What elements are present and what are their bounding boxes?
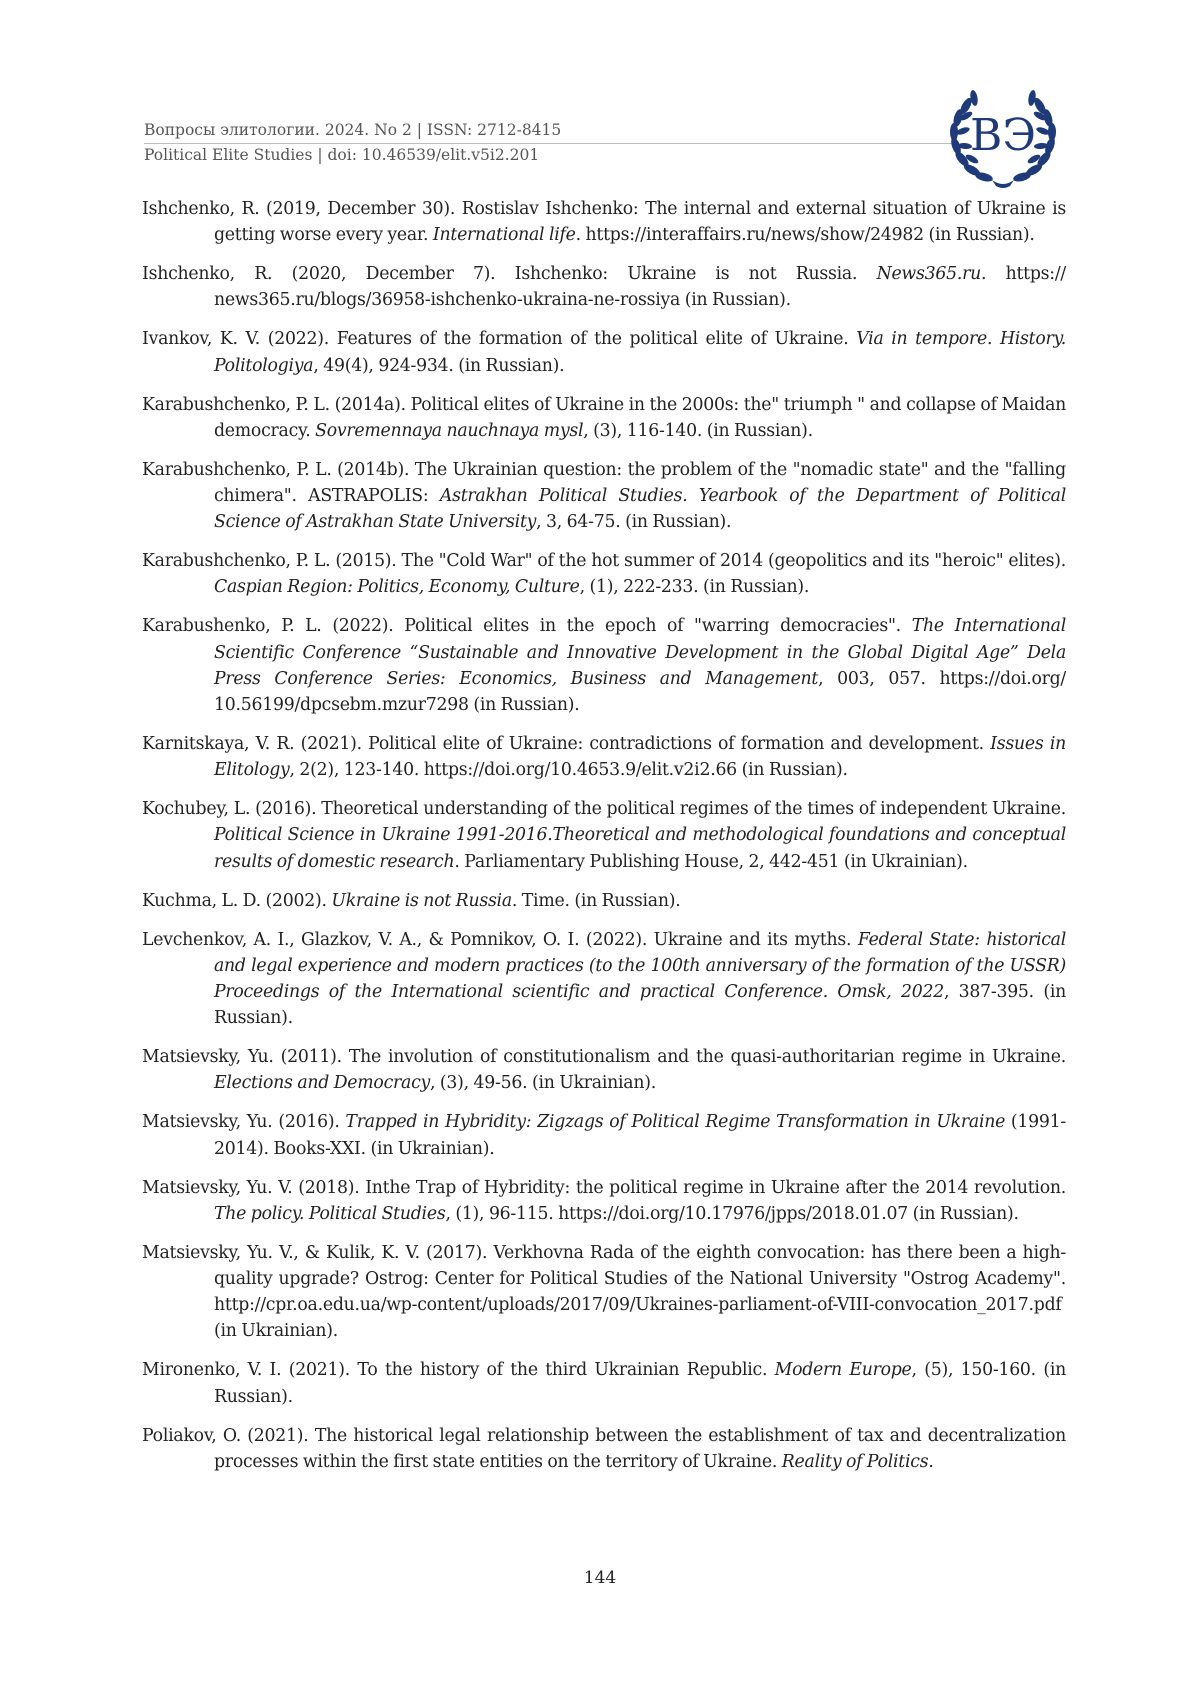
reference-source-title: Astrakhan Political Studies. Yearbook of the Department of Political Science of Astrakhan State University	[214, 486, 1066, 533]
reference-source-title: The policy. Political Studies	[214, 1203, 446, 1224]
reference-entry	[142, 1044, 1066, 1096]
reference-entry	[142, 1109, 1066, 1161]
reference-text: Karabushchenko, P. L. (2014a). Political elites of Ukraine in the 2000s: the" triumph " and collapse of Maidan democracy.	[142, 394, 1066, 441]
reference-details: , 49(4), 924-934. (in Russian).	[313, 355, 565, 376]
reference-entry	[142, 1240, 1066, 1345]
reference-source-title: Political Science in Ukraine 1991-2016.Theoretical and methodological foundations and conceptual results of domestic research	[214, 825, 1066, 872]
reference-source-title: News365.ru	[876, 264, 981, 285]
reference-entry	[142, 261, 1066, 313]
reference-details: , 003, 057. https://doi.org/ 10.56199/dpcsebm.mzur7298 (in Russian).	[214, 668, 1066, 716]
reference-text: Matsievsky, Yu. (2011). The involution of constitutionalism and the quasi-authoritarian regime in Ukraine.	[142, 1047, 1066, 1068]
reference-text: Ishchenko, R. (2019, December 30). Rostislav Ishchenko: The internal and external situation of Ukraine is getting worse every year.	[142, 199, 1066, 246]
reference-text: Karabushenko, P. L. (2022). Political elites in the epoch of "warring democracies".	[142, 616, 912, 637]
journal-logo	[944, 76, 1062, 194]
reference-text: Ishchenko, R. (2020, December 7). Ishchenko: Ukraine is not Russia.	[142, 264, 877, 285]
reference-source-title: Federal State: historical and legal experience and modern practices (to the 100th anniversary of the formation of the USSR) Proceedings of the International scientific and practical Conference. Omsk, 2022	[214, 929, 1066, 1003]
reference-source-title: Modern Europe	[774, 1360, 912, 1381]
reference-source-title: Ukraine is not Russia	[331, 890, 512, 911]
reference-text: Karnitskaya, V. R. (2021). Political elite of Ukraine: contradictions of formation and development.	[142, 734, 991, 755]
reference-details: , 2(2), 123-140. https://doi.org/10.4653.9/elit.v2i2.66 (in Russian).	[289, 760, 848, 781]
reference-text: Kochubey, L. (2016). Theoretical understanding of the political regimes of the times of independent Ukraine.	[142, 799, 1066, 820]
reference-source-title: Issues in Elitology	[214, 734, 1066, 781]
reference-text: Karabushchenko, P. L. (2014b). The Ukrainian question: the problem of the "nomadic state" and the "falling chimera". ASTRAPOLIS:	[142, 459, 1066, 507]
reference-entry	[142, 392, 1066, 444]
reference-entry	[142, 731, 1066, 783]
reference-entry	[142, 927, 1066, 1032]
reference-details: . https:// news365.ru/blogs/36958-ishchenko-ukraina-ne-rossiya (in Russian).	[214, 264, 1066, 311]
reference-entry	[142, 1423, 1066, 1475]
reference-entry	[142, 548, 1066, 600]
reference-source-title: Sovremennaya nauchnaya mysl	[315, 420, 584, 441]
reference-text: Levchenkov, A. I., Glazkov, V. A., & Pomnikov, O. I. (2022). Ukraine and its myths.	[142, 929, 858, 950]
reference-entry	[142, 1357, 1066, 1409]
header-divider	[144, 143, 954, 144]
reference-text: Karabushchenko, P. L. (2015). The "Cold War" of the hot summer of 2014 (geopolitics and its "heroic" elites).	[142, 551, 1066, 572]
reference-entry	[142, 613, 1066, 718]
reference-text: Kuchma, L. D. (2002).	[142, 890, 332, 911]
reference-entry	[142, 1175, 1066, 1227]
reference-text: Poliakov, O. (2021). The historical legal relationship between the establishment of tax and decentralization processes within the first state entities on the territory of Ukraine.	[142, 1425, 1066, 1472]
reference-text: Matsievsky, Yu. (2016).	[142, 1112, 346, 1133]
reference-details: , (3), 49-56. (in Ukrainian).	[430, 1073, 656, 1094]
reference-details: . https://interaffairs.ru/news/show/24982 (in Russian).	[575, 225, 1035, 246]
journal-title-en: Political Elite Studies | doi: 10.46539/elit.v5i2.201	[144, 146, 540, 164]
reference-details: . Time. (in Russian).	[511, 890, 681, 911]
reference-text: Matsievsky, Yu. V. (2018). Inthe Trap of Hybridity: the political regime in Ukraine after the 2014 revolution.	[142, 1177, 1066, 1198]
reference-details: . Parliamentary Publishing House, 2, 442-451 (in Ukrainian).	[454, 851, 968, 872]
reference-source-title: Elections and Democracy	[214, 1073, 431, 1094]
reference-source-title: Via in tempore. History. Politologiya	[214, 329, 1066, 376]
reference-list	[142, 196, 1066, 1488]
reference-source-title: Reality of Politics.	[781, 1451, 934, 1472]
reference-details: , (1), 96-115. https://doi.org/10.17976/jpps/2018.01.07 (in Russian).	[445, 1203, 1019, 1224]
reference-text: Ivankov, K. V. (2022). Features of the formation of the political elite of Ukraine.	[142, 329, 857, 350]
reference-entry	[142, 326, 1066, 378]
reference-entry	[142, 796, 1066, 875]
journal-title-ru: Вопросы элитологии. 2024. No 2 | ISSN: 2712-8415	[144, 121, 562, 139]
reference-entry	[142, 196, 1066, 248]
reference-details: , 387-395. (in Russian).	[214, 982, 1066, 1029]
reference-entry	[142, 457, 1066, 536]
reference-source-title: Trapped in Hybridity: Zigzags of Political Regime Transformation in Ukraine	[345, 1112, 1006, 1133]
reference-entry	[142, 888, 1066, 914]
reference-source-title: International life	[432, 225, 576, 246]
reference-details: (1991-2014). Books-XXI. (in Ukrainian).	[214, 1112, 1066, 1159]
laurel-wreath-logo-icon	[944, 76, 1062, 194]
reference-details: , (1), 222-233. (in Russian).	[579, 577, 810, 598]
reference-source-title: Caspian Region: Politics, Economy, Culture	[214, 577, 580, 598]
reference-details: , (5), 150-160. (in Russian).	[214, 1360, 1067, 1407]
reference-text: Matsievsky, Yu. V., & Kulik, K. V. (2017). Verkhovna Rada of the eighth convocation: has there been a high-quality upgrade? Ostrog: Center for Political Studies of the National University "Ostrog Academy". http://cpr.oa.edu.ua/wp-content/uploads/2017/09/Ukraines-parliament-of-VIII-convocation_2017.pdf (in Ukrainian).	[142, 1242, 1066, 1342]
page-number: 144	[583, 1568, 617, 1588]
reference-source-title: The International Scientific Conference “Sustainable and Innovative Development in the Global Digital Age” Dela Press Conference Series: Economics, Business and Management	[214, 616, 1066, 689]
reference-details: , (3), 116-140. (in Russian).	[583, 420, 813, 441]
reference-text: Mironenko, V. I. (2021). To the history of the third Ukrainian Republic.	[142, 1360, 775, 1381]
reference-details: , 3, 64-75. (in Russian).	[536, 512, 732, 533]
logo-monogram: ВЭ	[970, 110, 1036, 161]
